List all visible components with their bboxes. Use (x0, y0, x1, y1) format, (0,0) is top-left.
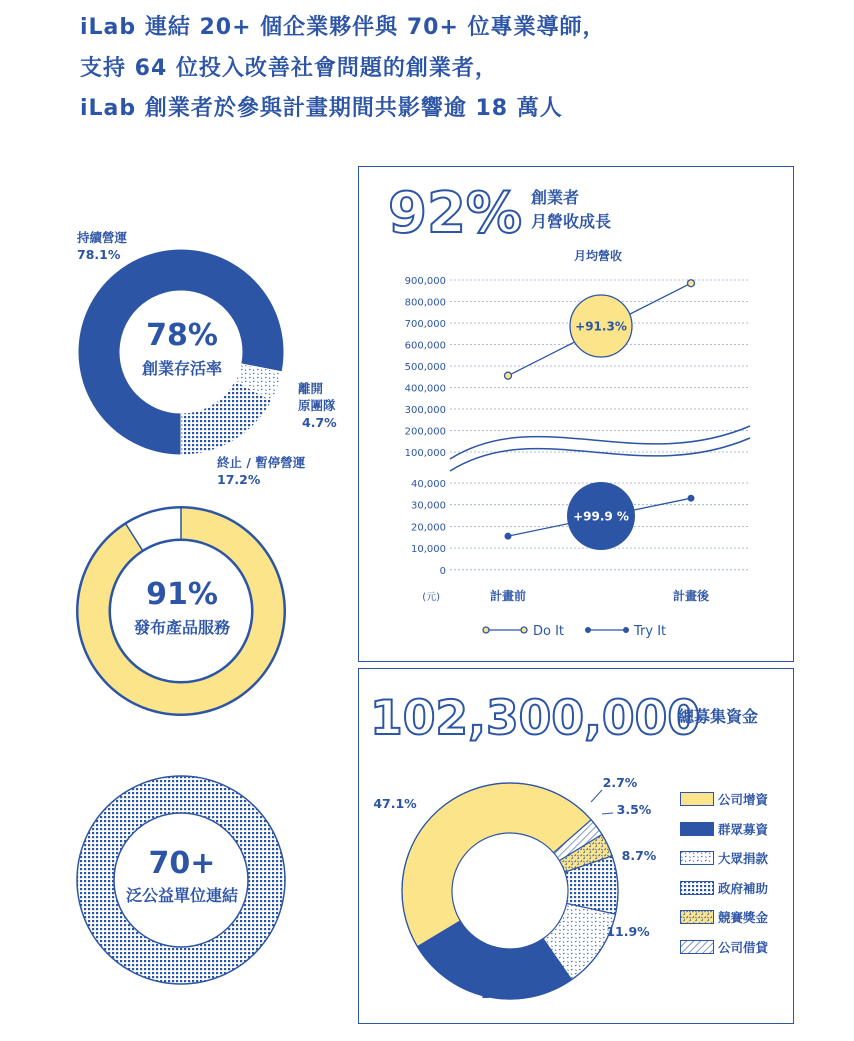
legend-marker-do-it (521, 627, 527, 633)
pie-pct-label: 47.1% (373, 796, 417, 811)
y-tick-label: 400,000 (404, 383, 446, 395)
survival-seg-label-left-team: 離開 原團隊 4.7% (298, 381, 337, 430)
legend-swatch-rect (681, 881, 714, 894)
pie-pct-label: 2.7% (602, 775, 638, 790)
y-tick-label: 300,000 (404, 405, 446, 416)
legend-label: 政府補助 (718, 880, 769, 896)
y-tick-label: 600,000 (404, 340, 446, 352)
legend-label: 競賽獎金 (718, 910, 769, 925)
legend-swatch (680, 940, 714, 954)
y-tick-label: 20,000 (411, 522, 446, 534)
y-unit-label: (元) (422, 592, 440, 603)
legend-swatch (680, 851, 714, 865)
legend-swatch-rect (681, 793, 714, 806)
data-point-do-it (505, 372, 512, 379)
product-big-number: 91% (146, 577, 218, 612)
fund-legend (680, 791, 790, 961)
y-tick-label: 30,000 (411, 500, 446, 512)
legend-marker-do-it (483, 627, 489, 633)
legend-label-try-it: Try It (634, 624, 667, 639)
partners-caption: 泛公益單位連結 (125, 886, 238, 905)
data-point-try-it (688, 495, 695, 502)
survival-big-number: 78% (146, 318, 218, 353)
data-point-try-it (505, 533, 512, 540)
x-tick-label: 計畫前 (489, 589, 527, 603)
legend-swatch (680, 822, 714, 836)
svg-text:102,300,000: 102,300,000 (370, 691, 701, 746)
survival-seg-label-stopped: 終止 / 暫停營運 17.2% (217, 455, 306, 487)
legend-item (680, 909, 768, 925)
survival-caption: 創業存活率 (141, 359, 222, 378)
legend-swatch-rect (681, 911, 714, 924)
legend-swatch-rect (681, 940, 714, 953)
legend-item (680, 939, 768, 955)
headline-line-2: 支持 64 位投入改善社會問題的創業者， (80, 56, 498, 81)
y-tick-label: 700,000 (404, 319, 446, 330)
legend-swatch (680, 792, 714, 806)
pie-pct-label: 8.7% (621, 848, 657, 863)
pie-leader-line (591, 790, 602, 802)
survival-seg-label-operating: 持續營運 78.1% (77, 230, 128, 262)
legend-marker-try-it (623, 627, 629, 633)
growth-label-try-it: +99.9 % (573, 509, 629, 524)
line-chart-title: 月均營收 (573, 249, 623, 263)
y-tick-label: 200,000 (404, 426, 446, 438)
partners-big-number: 70+ (148, 846, 216, 881)
legend-item (680, 791, 768, 807)
x-tick-label: 計畫後 (672, 589, 710, 603)
growth-label-do-it: +91.3% (575, 319, 627, 334)
y-tick-label: 500,000 (404, 362, 446, 373)
fund-subtitle: 總募集資金 (678, 707, 759, 726)
legend-marker-try-it (585, 627, 591, 633)
legend-swatch (680, 881, 714, 895)
legend-label: 大眾捐款 (718, 851, 769, 866)
pie-pct-label: 26.0% (481, 986, 525, 1001)
legend-item (680, 850, 768, 866)
legend-swatch (680, 910, 714, 924)
headline-line-1: iLab 連結 20+ 個企業夥伴與 70+ 位專業導師， (80, 15, 606, 40)
pie-pct-label: 11.9% (606, 924, 650, 939)
legend-item (680, 821, 768, 837)
axis-break-wave (450, 438, 750, 471)
product-caption: 發布產品服務 (133, 618, 230, 637)
legend-item (680, 880, 768, 896)
legend-label: 公司借貸 (718, 939, 769, 955)
y-tick-label: 800,000 (404, 297, 446, 309)
headline-line-3: iLab 創業者於參與計畫期間共影響逾 18 萬人 (80, 96, 563, 121)
y-tick-label: 900,000 (404, 276, 446, 287)
y-tick-label: 100,000 (404, 448, 446, 459)
legend-label: 群眾募資 (718, 821, 769, 837)
pie-leader-line (602, 813, 613, 814)
data-point-do-it (688, 280, 695, 287)
pie-pct-label: 3.5% (616, 802, 652, 817)
y-tick-label: 10,000 (411, 544, 446, 556)
svg-text:92%: 92% (388, 181, 523, 246)
axis-break-wave (450, 426, 750, 459)
y-tick-label: 40,000 (411, 479, 446, 490)
legend-label-do-it: Do It (533, 624, 565, 639)
revenue-caption: 創業者 月營收成長 (531, 188, 612, 231)
y-tick-label: 0 (439, 565, 446, 577)
legend-swatch-rect (681, 822, 714, 835)
legend-swatch-rect (681, 852, 714, 865)
revenue-line-chart (358, 166, 794, 662)
legend-label: 公司增資 (718, 792, 769, 807)
